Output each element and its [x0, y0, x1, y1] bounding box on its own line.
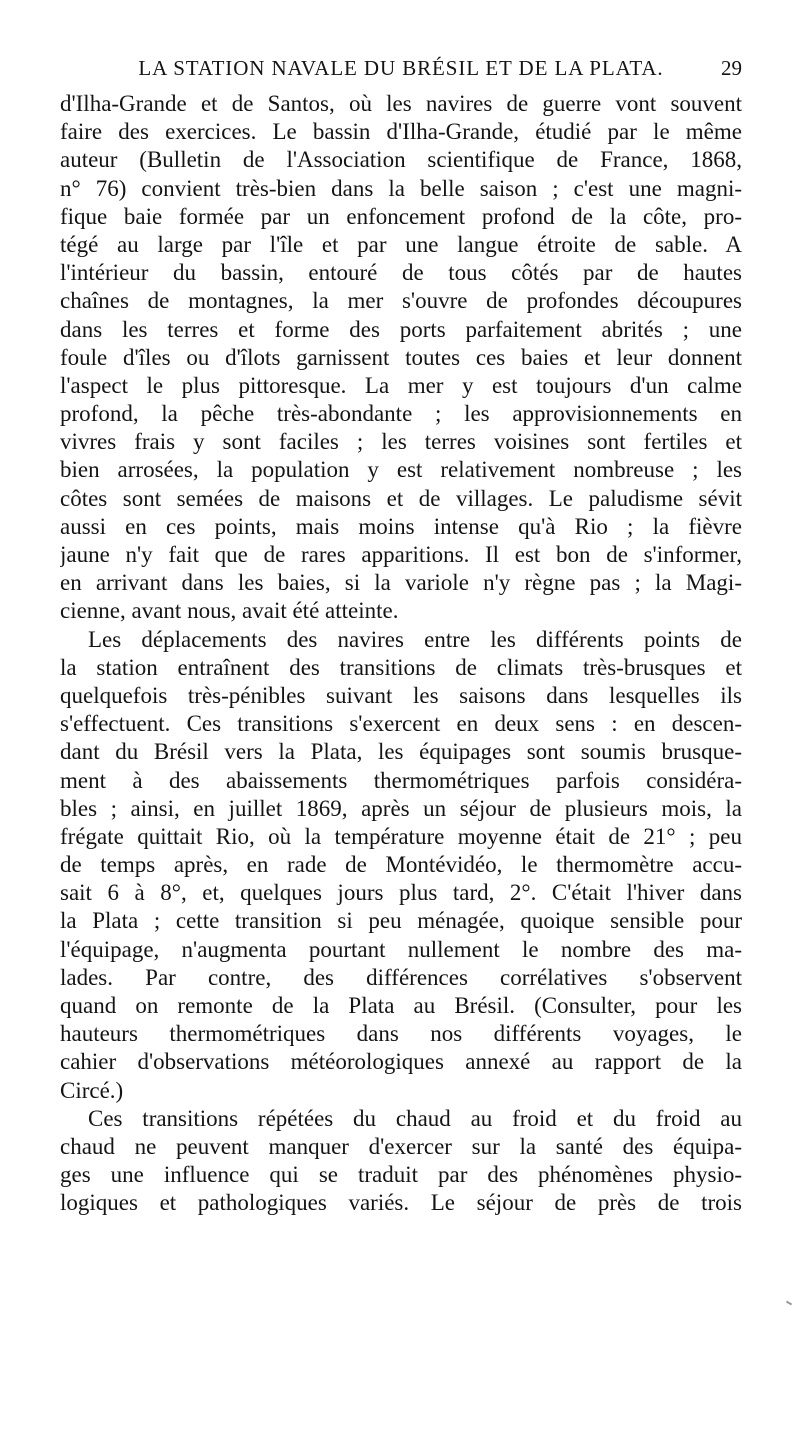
text-line: hauteurs thermométriques dans nos différents voyages, le [60, 1021, 742, 1047]
text-line: vivres frais y sont faciles ; les terres voisines sont fertiles et [60, 429, 742, 455]
text-line: sait 6 à 8°, et, quelques jours plus tard, 2°. C'était l'hiver dans [60, 880, 742, 906]
text-line: dans les terres et forme des ports parfaitement abrités ; une [60, 316, 742, 342]
text-line: en arrivant dans les baies, si la variole n'y règne pas ; la Magi- [60, 570, 742, 596]
text-line: dant du Brésil vers la Plata, les équipages sont soumis brusque- [60, 739, 742, 765]
text-line: cahier d'observations météorologiques annexé au rapport de la [60, 1049, 742, 1075]
text-line: de temps après, en rade de Montévidéo, le thermomètre accu- [60, 852, 742, 878]
text-line: frégate quittait Rio, où la température moyenne était de 21° ; peu [60, 823, 742, 849]
text-line: l'aspect le plus pittoresque. La mer y est toujours d'un calme [60, 372, 742, 398]
text-line: n° 76) convient très-bien dans la belle saison ; c'est une magni- [60, 175, 742, 201]
text-line: fique baie formée par un enfoncement profond de la côte, pro- [60, 203, 742, 229]
text-line: quand on remonte de la Plata au Brésil. (Consulter, pour les [60, 993, 742, 1018]
text-line: quelquefois très-pénibles suivant les saisons dans lesquelles ils [60, 682, 742, 708]
running-title: LA STATION NAVALE DU BRÉSIL ET DE LA PLATA. [138, 56, 664, 80]
text-line: ges une influence qui se traduit par des phénomènes physio- [60, 1162, 742, 1188]
text-line: chaud ne peuvent manquer d'exercer sur la santé des équipa- [60, 1133, 742, 1159]
page-number: 29 [721, 56, 742, 80]
print-speck [786, 1301, 792, 1306]
text-line-paragraph-start: Ces transitions répétées du chaud au froid et du froid au [88, 1105, 742, 1131]
text-line: l'équipage, n'augmenta pourtant nullement le nombre des ma- [60, 936, 742, 962]
text-line: côtes sont semées de maisons et de villages. Le paludisme sévit [60, 485, 742, 511]
text-line: tégé au large par l'île et par une langue étroite de sable. A [60, 231, 742, 257]
text-line: l'intérieur du bassin, entouré de tous côtés par de hautes [60, 260, 742, 286]
text-line: lades. Par contre, des différences corrélatives s'observent [60, 964, 742, 990]
body-text [60, 90, 742, 1218]
text-line: faire des exercices. Le bassin d'Ilha-Grande, étudié par le même [60, 119, 742, 145]
text-line: ment à des abaissements thermométriques parfois considéra- [60, 767, 742, 793]
text-line: foule d'îles ou d'îlots garnissent toutes ces baies et leur donnent [60, 344, 742, 370]
text-line: chaînes de montagnes, la mer s'ouvre de profondes découpures [60, 288, 742, 314]
text-line: auteur (Bulletin de l'Association scientifique de France, 1868, [60, 147, 742, 173]
text-line: jaune n'y fait que de rares apparitions. Il est bon de s'informer, [60, 542, 742, 567]
text-line: la Plata ; cette transition si peu ménagée, quoique sensible pour [60, 908, 742, 934]
text-line: bles ; ainsi, en juillet 1869, après un séjour de plusieurs mois, la [60, 795, 742, 821]
text-line: s'effectuent. Ces transitions s'exercent en deux sens : en descen- [60, 711, 742, 737]
text-line: aussi en ces points, mais moins intense qu'à Rio ; la fièvre [60, 513, 742, 539]
text-line: profond, la pêche très-abondante ; les approvisionnements en [60, 401, 742, 427]
text-line: bien arrosées, la population y est relativement nombreuse ; les [60, 457, 742, 483]
page-header [60, 56, 742, 86]
text-line-paragraph-end: cienne, avant nous, avait été atteinte. [60, 598, 399, 624]
text-line: d'Ilha-Grande et de Santos, où les navires de guerre vont souvent [60, 91, 742, 116]
text-line: logiques et pathologiques variés. Le séjour de près de trois [60, 1190, 742, 1216]
text-line-paragraph-start: Les déplacements des navires entre les différents points de [88, 626, 742, 652]
text-line: la station entraînent des transitions de climats très-brusques et [60, 654, 742, 680]
text-line-paragraph-end: Circé.) [60, 1077, 124, 1103]
